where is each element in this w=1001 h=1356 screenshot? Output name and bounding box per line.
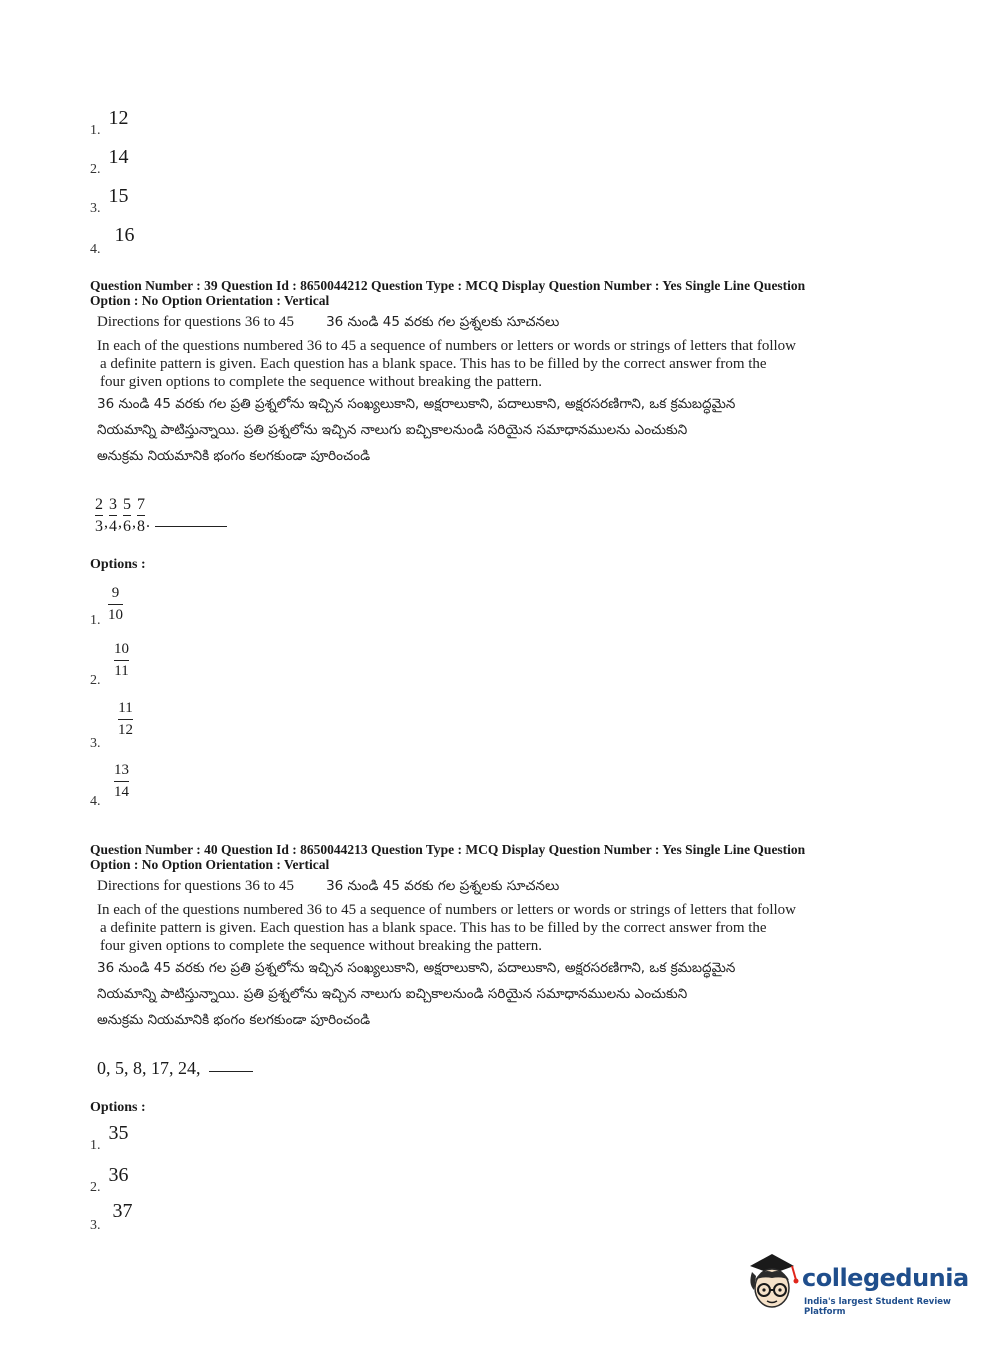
option-fraction <box>114 641 129 680</box>
sequence-fraction <box>123 496 131 535</box>
directions-en: Directions for questions 36 to 45 <box>97 314 295 330</box>
para-en-2: a definite pattern is given. Each question has a blank space. This has to be filled by the correct answer from the <box>100 356 767 372</box>
prev-option-3[interactable] <box>90 185 129 216</box>
q39-header <box>90 278 910 308</box>
brand-tagline: India's largest Student Review Platform <box>804 1297 951 1317</box>
denominator: 3 <box>95 518 103 535</box>
para-en-2: a definite pattern is given. Each question has a blank space. This has to be filled by the correct answer from the <box>100 920 767 936</box>
numerator: 3 <box>109 496 117 513</box>
option-value: 15 <box>108 185 129 207</box>
q39-sequence: $\frac{2}{3}$ , $\frac{3}{4}$ , $\frac{5}{6}$ , $\frac{7}{8}$ . <box>95 496 227 535</box>
numerator: 5 <box>123 496 131 513</box>
para-en-1: In each of the questions numbered 36 to 45 a sequence of numbers or letters or words or strings of letters that follow <box>97 338 796 354</box>
option-value: 36 <box>108 1164 129 1186</box>
numerator: 13 <box>114 762 129 778</box>
option-number: 2. <box>90 1180 101 1195</box>
sequence-fraction <box>109 496 117 535</box>
para-te-1: 36 నుండి 45 వరకు గల ప్రతి ప్రశ్నలోను ఇచ్చిన సంఖ్యలుకాని, అక్షరాలుకాని, పదాలుకాని, అక్షరసరణిగాని, ఒక క్రమబద్ధమైన <box>97 396 736 412</box>
sequence-fraction <box>137 496 145 535</box>
directions-te: 36 నుండి 45 వరకు గల ప్రశ్నలకు సూచనలు <box>326 878 560 894</box>
q40-option-1[interactable] <box>90 1122 129 1153</box>
numerator: 10 <box>114 641 129 657</box>
numerator: 11 <box>118 700 133 716</box>
para-en-1: In each of the questions numbered 36 to 45 a sequence of numbers or letters or words or strings of letters that follow <box>97 902 796 918</box>
numerator: 2 <box>95 496 103 513</box>
para-te-1: 36 నుండి 45 వరకు గల ప్రతి ప్రశ్నలోను ఇచ్చిన సంఖ్యలుకాని, అక్షరాలుకాని, పదాలుకాని, అక్షరసరణిగాని, ఒక క్రమబద్ధమైన <box>97 960 736 976</box>
para-en-3: four given options to complete the sequence without breaking the pattern. <box>100 938 542 954</box>
q40-header <box>90 842 910 872</box>
option-fraction <box>114 762 129 801</box>
option-value: 14 <box>108 146 129 168</box>
sequence-fraction <box>95 496 103 535</box>
answer-blank <box>155 526 227 527</box>
denominator: 12 <box>118 722 133 738</box>
option-value: 12 <box>108 107 129 129</box>
option-value: 35 <box>108 1122 129 1144</box>
q39-directions <box>97 314 907 469</box>
prev-option-1[interactable] <box>90 107 129 138</box>
prev-option-4[interactable] <box>90 224 135 257</box>
option-number: 1. <box>90 123 101 138</box>
option-value: 37 <box>112 1200 133 1222</box>
para-te-3: అనుక్రమ నియమానికి భంగం కలగకుండా పూరించండి <box>97 448 371 464</box>
answer-blank <box>209 1071 253 1072</box>
option-number: 4. <box>90 794 101 809</box>
para-te-2: నియమాన్ని పాటిస్తున్నాయి. ప్రతి ప్రశ్నలోను ఇచ్చిన నాలుగు ఐచ్చికాలనుండి సరియైన సమాధానములను ఎంచుకుని <box>97 422 688 438</box>
q40-header-line1: Question Number : 40 Question Id : 8650044213 Question Type : MCQ Display Question Number : Yes Single Line Question <box>90 842 806 857</box>
collegedunia-logo[interactable] <box>742 1250 972 1320</box>
q40-option-3[interactable] <box>90 1200 133 1233</box>
option-fraction <box>118 700 133 739</box>
q39-options-label: Options : <box>90 557 146 572</box>
prev-option-2[interactable] <box>90 146 129 177</box>
denominator: 4 <box>109 518 117 535</box>
q40-sequence <box>97 1058 253 1079</box>
option-number: 2. <box>90 673 101 688</box>
option-number: 3. <box>90 736 101 751</box>
denominator: 11 <box>114 663 129 679</box>
denominator: 6 <box>123 518 131 535</box>
option-number: 3. <box>90 201 101 216</box>
q39-header-line1: Question Number : 39 Question Id : 8650044212 Question Type : MCQ Display Question Number : Yes Single Line Question <box>90 278 806 293</box>
para-en-3: four given options to complete the sequence without breaking the pattern. <box>100 374 542 390</box>
para-te-2: నియమాన్ని పాటిస్తున్నాయి. ప్రతి ప్రశ్నలోను ఇచ్చిన నాలుగు ఐచ్చికాలనుండి సరియైన సమాధానములను ఎంచుకుని <box>97 986 688 1002</box>
q40-header-line2: Option : No Option Orientation : Vertical <box>90 857 330 872</box>
brand-name: collegedunia <box>802 1264 969 1292</box>
numerator: 9 <box>111 585 120 601</box>
mascot-icon <box>742 1250 802 1312</box>
denominator: 8 <box>137 518 145 535</box>
sequence-text: 0, 5, 8, 17, 24, <box>97 1058 201 1078</box>
option-number: 4. <box>90 242 101 257</box>
option-number: 1. <box>90 1138 101 1153</box>
option-value: 16 <box>114 224 135 246</box>
para-te-3: అనుక్రమ నియమానికి భంగం కలగకుండా పూరించండి <box>97 1012 371 1028</box>
option-number: 3. <box>90 1218 101 1233</box>
q39-header-line2: Option : No Option Orientation : Vertical <box>90 293 330 308</box>
denominator: 10 <box>108 607 123 623</box>
q40-directions <box>97 878 907 1033</box>
option-fraction <box>108 585 123 624</box>
option-number: 2. <box>90 162 101 177</box>
denominator: 14 <box>114 784 129 800</box>
q40-options-label: Options : <box>90 1100 146 1115</box>
directions-te: 36 నుండి 45 వరకు గల ప్రశ్నలకు సూచనలు <box>326 314 560 330</box>
q40-option-2[interactable] <box>90 1164 129 1195</box>
numerator: 7 <box>137 496 145 513</box>
option-number: 1. <box>90 613 101 628</box>
directions-en: Directions for questions 36 to 45 <box>97 878 295 894</box>
